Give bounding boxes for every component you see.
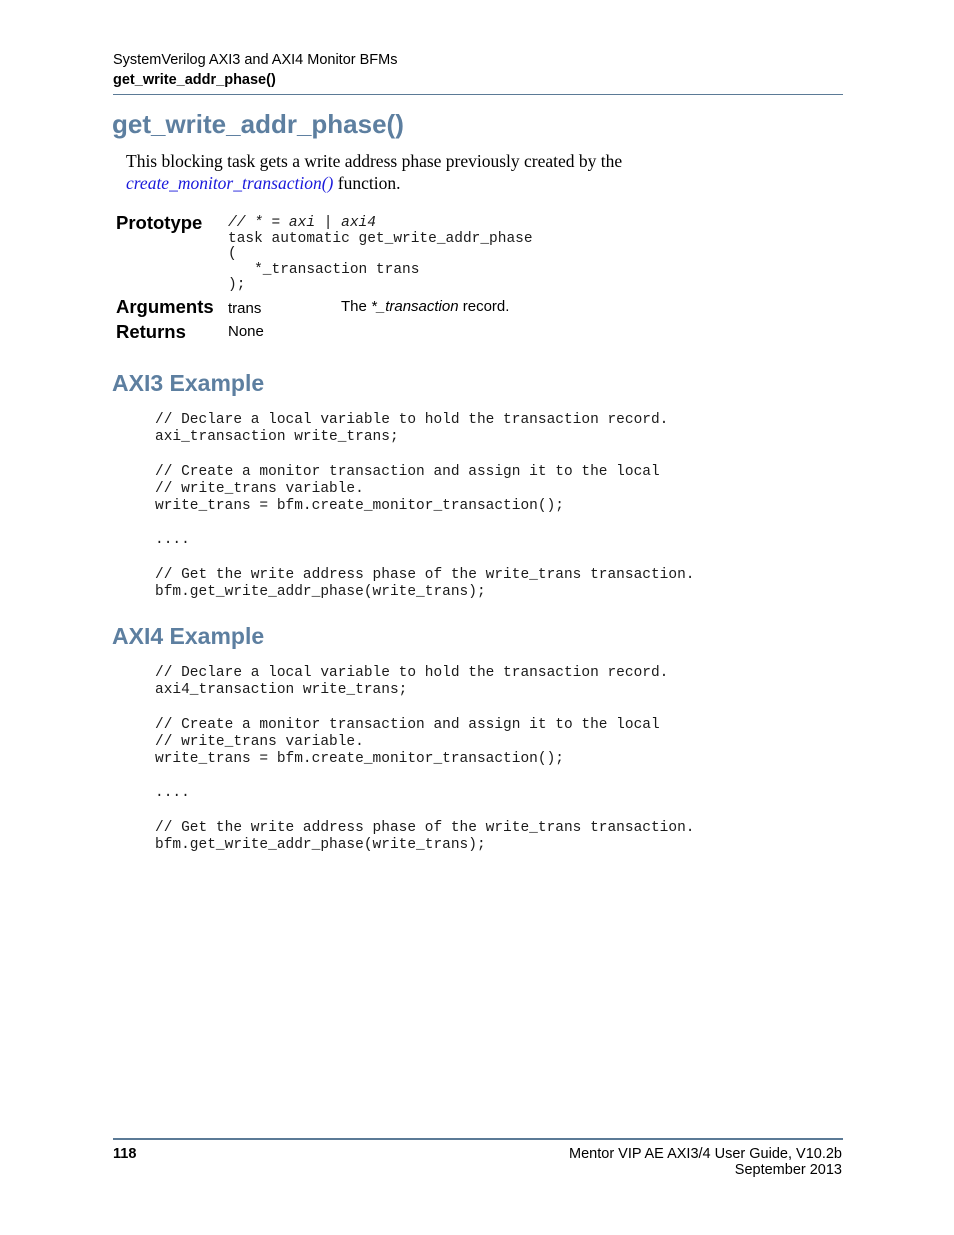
- prototype-label: Prototype: [116, 212, 203, 233]
- axi3-example-heading: AXI3 Example: [112, 370, 265, 396]
- argument-description: [341, 298, 509, 315]
- returns-label: Returns: [116, 321, 186, 342]
- running-header-section: get_write_addr_phase(): [113, 72, 276, 88]
- intro-paragraph: [126, 150, 726, 194]
- prototype-code: [228, 216, 533, 294]
- running-header-chapter: SystemVerilog AXI3 and AXI4 Monitor BFMs: [113, 52, 398, 68]
- footer-doc-title: Mentor VIP AE AXI3/4 User Guide, V10.2b: [569, 1146, 842, 1162]
- arguments-label: Arguments: [116, 296, 214, 317]
- intro-text-after: function.: [333, 173, 401, 193]
- header-rule: [113, 94, 843, 95]
- axi4-example-heading: AXI4 Example: [112, 623, 265, 649]
- footer-date: September 2013: [734, 1162, 842, 1178]
- axi4-example-code: // Declare a local variable to hold the transaction record. axi4_transaction write_trans; // Create a monitor transaction and assign it to the local // write_trans variable. write_trans = bfm.create_monitor_transaction(); .... // Get the write address phase of the write_trans transaction. bfm.get_write_addr_phase(write_trans);: [155, 665, 695, 854]
- argument-desc-pre: The: [341, 298, 372, 315]
- prototype-body: task automatic get_write_addr_phase ( *_transaction trans );: [228, 230, 533, 294]
- footer-rule: [113, 1138, 843, 1140]
- argument-desc-type: *_transaction: [371, 298, 459, 315]
- intro-text-before: This blocking task gets a write address phase previously created by the: [126, 151, 623, 171]
- argument-desc-post: record.: [458, 298, 510, 315]
- prototype-comment: // * = axi | axi4: [228, 215, 376, 231]
- page-number: 118: [113, 1146, 137, 1162]
- page-title: get_write_addr_phase(): [112, 109, 404, 139]
- argument-name: trans: [228, 300, 262, 317]
- returns-value: None: [228, 323, 264, 340]
- axi3-example-code: // Declare a local variable to hold the transaction record. axi_transaction write_trans; // Create a monitor transaction and assign it to the local // write_trans variable. write_trans = bfm.create_monitor_transaction(); .... // Get the write address phase of the write_trans transaction. bfm.get_write_addr_phase(write_trans);: [155, 412, 695, 601]
- create-monitor-transaction-link[interactable]: create_monitor_transaction(): [126, 173, 334, 193]
